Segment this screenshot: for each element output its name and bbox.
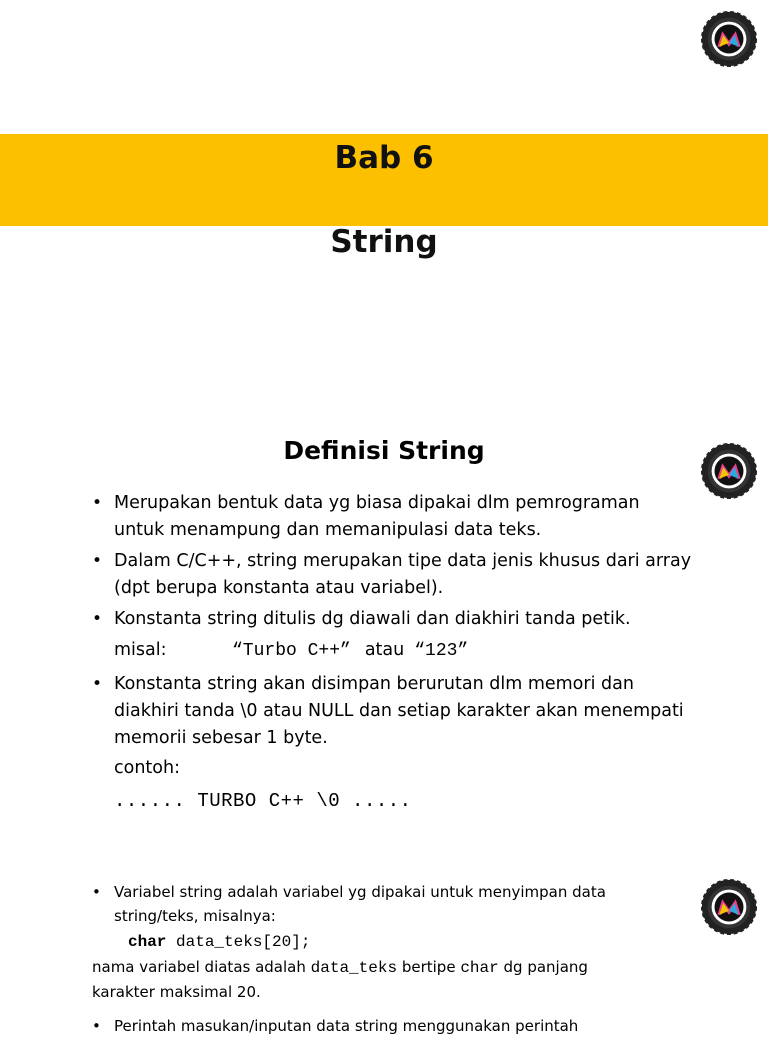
- misal-label: misal:: [114, 640, 167, 660]
- slide-title-text: Bab 6: [334, 140, 434, 176]
- bullet-item: • Perintah masukan/inputan data string menggunakan perintah: [92, 1014, 652, 1038]
- note-prefix: nama variabel diatas adalah: [92, 958, 311, 976]
- bullet-item: • Variabel string adalah variabel yg dipakai untuk menyimpan data string/teks, misalnya:: [92, 880, 652, 928]
- note-suffix: dg panjang karakter maksimal 20.: [92, 958, 588, 1001]
- bullet-list: [92, 880, 652, 1038]
- contoh-label: contoh:: [114, 758, 180, 778]
- slide-heading: Definisi String: [283, 436, 485, 465]
- bullet-item: • Konstanta string ditulis dg diawali dan diakhiri tanda petik.: [92, 606, 692, 633]
- slide-variable: [0, 838, 768, 1035]
- string-example-2: “123”: [414, 641, 469, 661]
- university-gear-logo-icon: [700, 10, 758, 68]
- university-gear-logo-icon: [700, 878, 758, 936]
- bullet-list: [92, 490, 692, 756]
- note-type: char: [460, 959, 499, 977]
- bullet-item: • Merupakan bentuk data yg biasa dipakai dlm pemrograman untuk menampung dan memanipulasi data teks.: [92, 490, 692, 544]
- bullet-item: • Dalam C/C++, string merupakan tipe data jenis khusus dari array (dpt berupa konstanta atau variabel).: [92, 548, 692, 602]
- code-keyword: char: [128, 933, 167, 951]
- slide-title: [0, 0, 768, 406]
- slide-subtitle-text: String: [330, 224, 438, 260]
- note-variable: data_teks: [310, 959, 398, 977]
- note-mid: bertipe: [397, 958, 461, 976]
- example-row: [92, 637, 692, 665]
- code-example: [92, 928, 652, 955]
- bullet-item: • Konstanta string akan disimpan berurutan dlm memori dan diakhiri tanda \0 atau NULL dan setiap karakter akan menempati memorii sebesar 1 byte.: [92, 671, 692, 752]
- string-example-1: “Turbo C++”: [232, 641, 351, 661]
- example-connector: atau: [364, 640, 405, 660]
- memory-example: ...... TURBO C++ \0 .....: [114, 790, 412, 812]
- slide-definition: [0, 406, 768, 838]
- variable-note: [92, 955, 652, 1004]
- code-declaration: data_teks[20];: [166, 933, 311, 951]
